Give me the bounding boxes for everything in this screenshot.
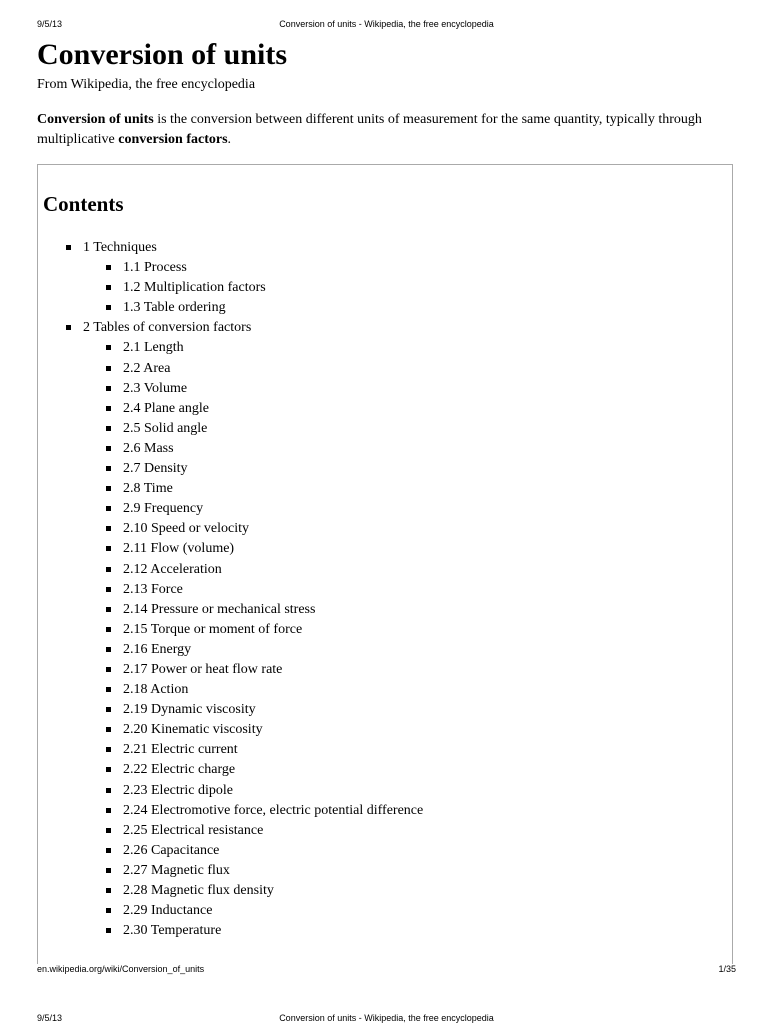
- next-print-page-title: Conversion of units - Wikipedia, the free encyclopedia: [279, 1013, 494, 1023]
- toc-item[interactable]: 2.23 Electric dipole: [38, 781, 423, 801]
- print-header: [37, 19, 736, 31]
- toc-item[interactable]: 2.15 Torque or moment of force: [38, 620, 423, 640]
- article-tagline: From Wikipedia, the free encyclopedia: [37, 77, 256, 92]
- toc-item[interactable]: 2.25 Electrical resistance: [38, 821, 423, 841]
- lead-text: is the conversion between different units of measurement for the same quantity, typically through multiplicative: [37, 112, 702, 147]
- toc-item[interactable]: 2.29 Inductance: [38, 901, 423, 921]
- toc-item[interactable]: 2.22 Electric charge: [38, 760, 423, 780]
- toc-item[interactable]: 2.19 Dynamic viscosity: [38, 700, 423, 720]
- toc-item[interactable]: 1.1 Process: [38, 258, 423, 278]
- next-print-date: 9/5/13: [37, 1013, 63, 1023]
- toc-list: [38, 238, 423, 941]
- toc-item[interactable]: 2.2 Area: [38, 359, 423, 379]
- table-of-contents: [37, 164, 733, 964]
- toc-item[interactable]: 2.30 Temperature: [38, 921, 423, 941]
- toc-item[interactable]: 1.2 Multiplication factors: [38, 278, 423, 298]
- toc-item[interactable]: 2.28 Magnetic flux density: [38, 881, 423, 901]
- lead-paragraph: [37, 110, 737, 150]
- toc-item[interactable]: 2.9 Frequency: [38, 499, 423, 519]
- page-title: Conversion of units: [37, 38, 288, 71]
- toc-item[interactable]: 2.1 Length: [38, 338, 423, 358]
- toc-item[interactable]: 2.7 Density: [38, 459, 423, 479]
- toc-item[interactable]: 2.21 Electric current: [38, 740, 423, 760]
- toc-item[interactable]: 1 Techniques: [38, 238, 423, 258]
- toc-item[interactable]: 2.13 Force: [38, 580, 423, 600]
- toc-item[interactable]: 2.16 Energy: [38, 640, 423, 660]
- next-page-header: [37, 1013, 736, 1025]
- print-page-number: 1/35: [718, 964, 736, 974]
- toc-item[interactable]: 2.3 Volume: [38, 379, 423, 399]
- toc-item[interactable]: 2 Tables of conversion factors: [38, 318, 423, 338]
- toc-item[interactable]: 2.17 Power or heat flow rate: [38, 660, 423, 680]
- lead-bold-term: Conversion of units: [37, 112, 154, 127]
- toc-item[interactable]: 2.10 Speed or velocity: [38, 519, 423, 539]
- conversion-factors-link[interactable]: conversion factors: [118, 132, 228, 147]
- print-footer: [37, 964, 736, 976]
- print-date: 9/5/13: [37, 19, 63, 29]
- lead-text-end: .: [227, 132, 232, 147]
- toc-item[interactable]: 2.4 Plane angle: [38, 399, 423, 419]
- toc-item[interactable]: 2.14 Pressure or mechanical stress: [38, 600, 423, 620]
- toc-item[interactable]: 1.3 Table ordering: [38, 298, 423, 318]
- toc-item[interactable]: 2.5 Solid angle: [38, 419, 423, 439]
- toc-item[interactable]: 2.6 Mass: [38, 439, 423, 459]
- toc-item[interactable]: 2.8 Time: [38, 479, 423, 499]
- toc-item[interactable]: 2.24 Electromotive force, electric potential difference: [38, 801, 423, 821]
- toc-title: Contents: [43, 192, 124, 216]
- toc-item[interactable]: 2.12 Acceleration: [38, 560, 423, 580]
- toc-item[interactable]: 2.11 Flow (volume): [38, 539, 423, 559]
- toc-item[interactable]: 2.27 Magnetic flux: [38, 861, 423, 881]
- print-url: en.wikipedia.org/wiki/Conversion_of_units: [37, 964, 205, 974]
- print-page-title: Conversion of units - Wikipedia, the free encyclopedia: [279, 19, 494, 29]
- toc-item[interactable]: 2.26 Capacitance: [38, 841, 423, 861]
- toc-item[interactable]: 2.18 Action: [38, 680, 423, 700]
- toc-item[interactable]: 2.20 Kinematic viscosity: [38, 720, 423, 740]
